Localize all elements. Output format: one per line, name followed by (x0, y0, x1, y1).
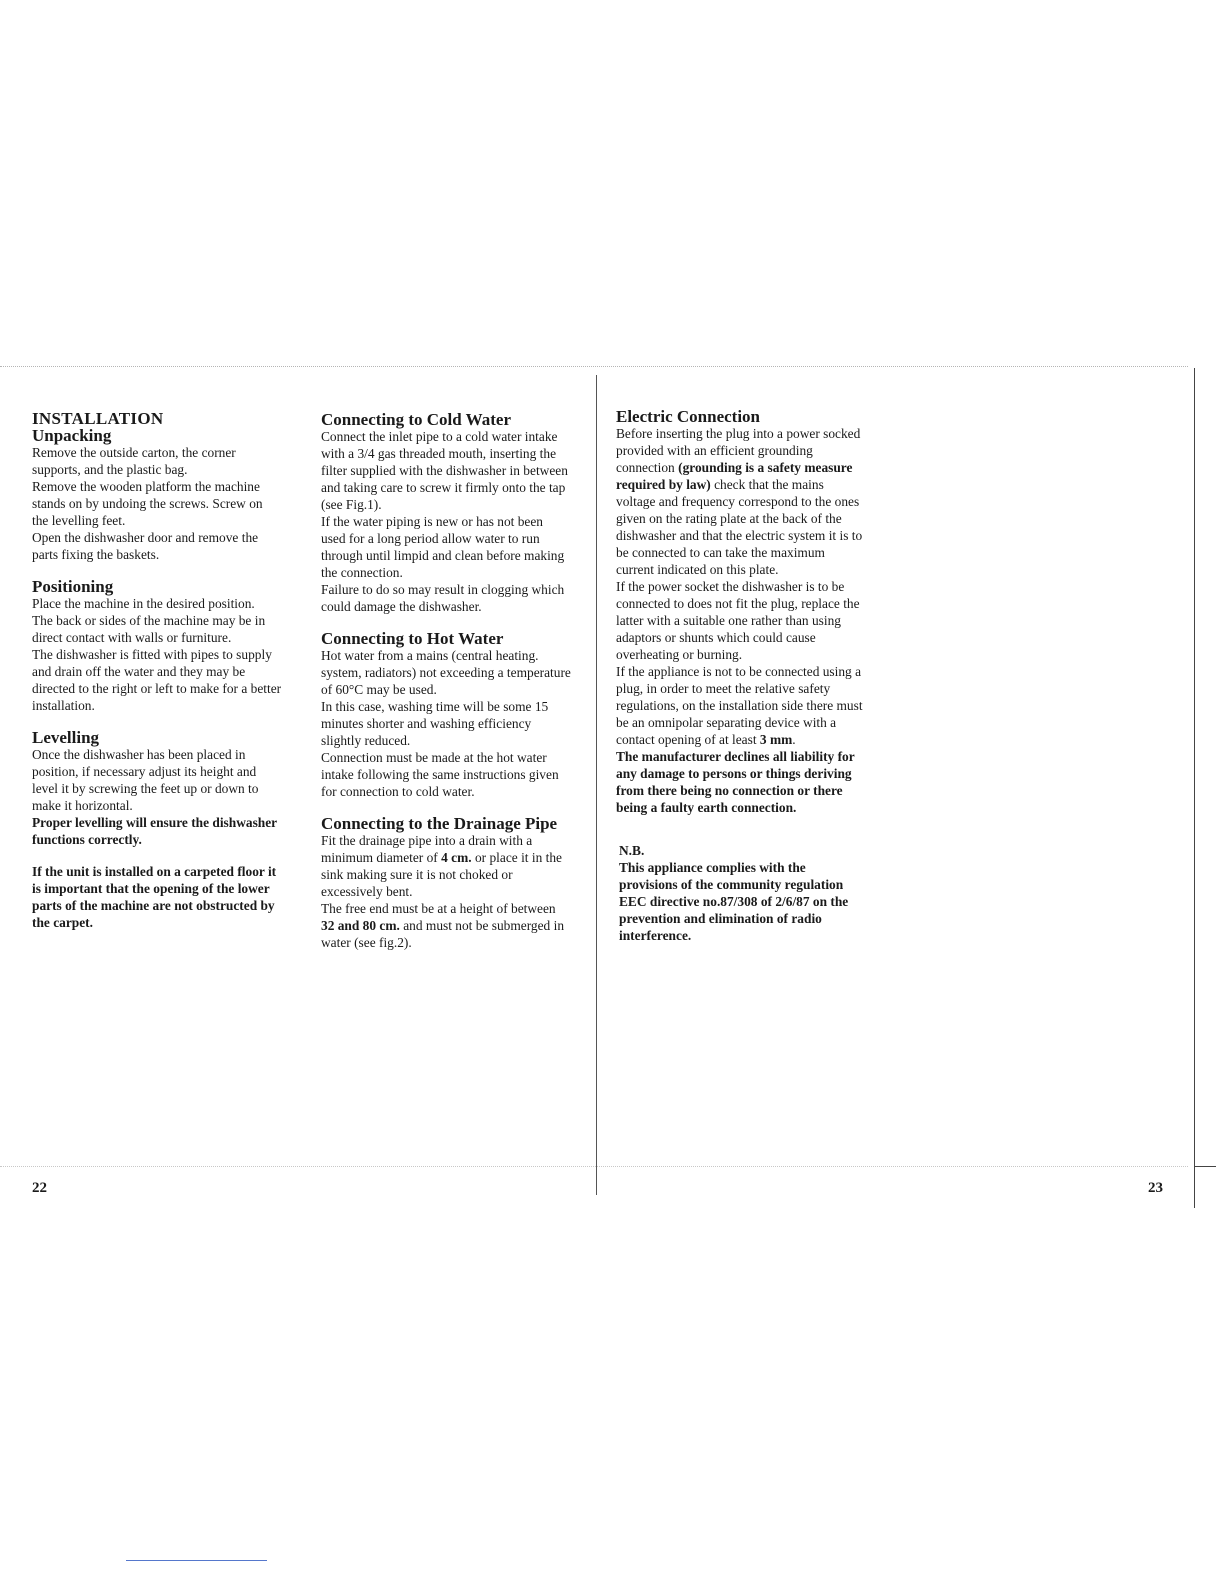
bold-text-line: interference. (619, 928, 692, 943)
text-line (616, 459, 888, 476)
text-line: latter with a suitable one rather than using (616, 613, 841, 628)
text-line: of 60°C may be used. (321, 682, 437, 697)
text-line: If the power socket the dishwasher is to be (616, 579, 845, 594)
text-line: Connect the inlet pipe to a cold water intake (321, 429, 558, 444)
text-line: be an omnipolar separating device with a (616, 715, 837, 730)
bold-text-line: prevention and elimination of radio (619, 911, 822, 926)
bold-value: 32 and 80 cm. (321, 918, 400, 933)
middle-column (321, 411, 589, 966)
text-line: dishwasher and that the electric system it is to (616, 528, 863, 543)
bold-text-line: The manufacturer declines all liability for (616, 749, 855, 764)
electric-heading: Electric Connection (616, 407, 760, 426)
text-line: and drain off the water and they may be (32, 664, 246, 679)
text-line: Before inserting the plug into a power socked (616, 426, 861, 441)
text-line: current indicated on this plate. (616, 562, 779, 577)
bottom-underline (126, 1560, 267, 1561)
text-line: filter supplied with the dishwasher in between (321, 463, 568, 478)
bold-text-line: from there being no connection or there (616, 783, 843, 798)
text-line: level it by screwing the feet up or down to (32, 781, 259, 796)
text-line (616, 476, 888, 493)
positioning-heading: Positioning (32, 577, 114, 596)
text-line: Once the dishwasher has been placed in (32, 747, 246, 762)
text-line: intake following the same instructions given (321, 767, 559, 782)
bold-text-line: parts of the machine are not obstructed by (32, 898, 275, 913)
text-span: minimum diameter of (321, 850, 442, 865)
nb-note (616, 842, 888, 944)
page-number-left: 22 (32, 1180, 47, 1196)
text-line: In this case, washing time will be some 15 (321, 699, 549, 714)
nb-label: N.B. (619, 843, 645, 858)
right-edge-tick (1194, 1166, 1216, 1167)
unpacking-heading: Unpacking (32, 426, 112, 445)
bold-value: 4 cm. (441, 850, 472, 865)
levelling-section (32, 729, 307, 848)
hot-water-section (321, 630, 589, 800)
text-line: regulations, on the installation side there must (616, 698, 863, 713)
text-line: Fit the drainage pipe into a drain with a (321, 833, 533, 848)
text-line: for connection to cold water. (321, 784, 475, 799)
bold-text-line: the carpet. (32, 915, 93, 930)
page-fold-line (596, 375, 597, 1195)
text-line: Hot water from a mains (central heating. (321, 648, 539, 663)
text-line: through until limpid and clean before making (321, 548, 565, 563)
text-line: installation. (32, 698, 95, 713)
text-line: Failure to do so may result in clogging which (321, 582, 565, 597)
bold-text-line: This appliance complies with the (619, 860, 806, 875)
text-line: overheating or burning. (616, 647, 743, 662)
drainage-section (321, 815, 589, 951)
bold-text-line: provisions of the community regulation (619, 877, 844, 892)
text-line: directed to the right or left to make for a better (32, 681, 282, 696)
text-line: the connection. (321, 565, 403, 580)
text-line: be connected to can take the maximum (616, 545, 825, 560)
bold-text-line: functions correctly. (32, 832, 142, 847)
bold-value: 3 mm (759, 732, 793, 747)
text-line: If the water piping is new or has not been (321, 514, 543, 529)
left-column (32, 410, 307, 931)
text-line: Remove the wooden platform the machine (32, 479, 260, 494)
text-line: voltage and frequency correspond to the ones (616, 494, 860, 509)
text-line: could damage the dishwasher. (321, 599, 482, 614)
bold-text-line: EEC directive no.87/308 of 2/6/87 on the (619, 894, 849, 909)
bold-text-line: Proper levelling will ensure the dishwasher (32, 815, 278, 830)
text-line: supports, and the plastic bag. (32, 462, 188, 477)
text-line: Remove the outside carton, the corner (32, 445, 236, 460)
text-line: excessively bent. (321, 884, 413, 899)
text-line: plug, in order to meet the relative safety (616, 681, 831, 696)
page-title: INSTALLATION (32, 409, 164, 428)
hot-water-heading: Connecting to Hot Water (321, 629, 504, 648)
text-line: The dishwasher is fitted with pipes to supply (32, 647, 272, 662)
bold-text-span: required by law) (616, 477, 711, 492)
text-line: the levelling feet. (32, 513, 126, 528)
text-line (616, 731, 888, 748)
text-line: and taking care to screw it firmly onto the tap (321, 480, 566, 495)
text-span: check that the mains (710, 477, 824, 492)
right-edge-line (1194, 368, 1195, 1208)
text-span: or place it in the (471, 850, 562, 865)
text-line: with a 3/4 gas threaded mouth, inserting the (321, 446, 557, 461)
bold-text-line: is important that the opening of the lower (32, 881, 270, 896)
text-line: direct contact with walls or furniture. (32, 630, 232, 645)
right-column (616, 408, 888, 944)
carpet-note (32, 863, 307, 931)
bold-text-line: being a faulty earth connection. (616, 800, 797, 815)
text-line: The free end must be at a height of between (321, 901, 556, 916)
text-line: Open the dishwasher door and remove the (32, 530, 259, 545)
text-line: make it horizontal. (32, 798, 133, 813)
text-line: Place the machine in the desired position. (32, 596, 255, 611)
bold-text-line: If the unit is installed on a carpeted floor it (32, 864, 277, 879)
text-span: and must not be submerged in (399, 918, 565, 933)
cold-water-heading: Connecting to Cold Water (321, 410, 511, 429)
text-line: position, if necessary adjust its height and (32, 764, 257, 779)
text-line: adaptors or shunts which could cause (616, 630, 816, 645)
text-line: If the appliance is not to be connected using a (616, 664, 862, 679)
text-span: contact opening of at least (616, 732, 760, 747)
text-span: connection (616, 460, 679, 475)
text-line: provided with an efficient grounding (616, 443, 813, 458)
cold-water-section (321, 411, 589, 615)
text-line: minutes shorter and washing efficiency (321, 716, 532, 731)
page-number-right: 23 (1148, 1180, 1163, 1196)
text-span: . (792, 732, 796, 747)
text-line: (see Fig.1). (321, 497, 382, 512)
top-rule (0, 366, 1188, 367)
text-line: stands on by undoing the screws. Screw on (32, 496, 263, 511)
text-line: sink making sure it is not choked or (321, 867, 513, 882)
unpacking-section (32, 427, 307, 563)
bottom-rule (0, 1166, 1188, 1167)
text-line: Connection must be made at the hot water (321, 750, 547, 765)
text-line: given on the rating plate at the back of the (616, 511, 842, 526)
text-line (321, 917, 589, 934)
bold-text-line: any damage to persons or things deriving (616, 766, 852, 781)
text-line (321, 849, 589, 866)
electric-section (616, 408, 888, 816)
text-line: connected to does not fit the plug, replace the (616, 596, 860, 611)
text-line: slightly reduced. (321, 733, 411, 748)
levelling-heading: Levelling (32, 728, 100, 747)
text-line: water (see fig.2). (321, 935, 412, 950)
positioning-section (32, 578, 307, 714)
text-line: parts fixing the baskets. (32, 547, 160, 562)
text-line: system, radiators) not exceeding a temperature (321, 665, 571, 680)
bold-text-span: (grounding is a safety measure (678, 460, 853, 475)
text-line: used for a long period allow water to run (321, 531, 540, 546)
drainage-heading: Connecting to the Drainage Pipe (321, 814, 558, 833)
text-line: The back or sides of the machine may be in (32, 613, 266, 628)
